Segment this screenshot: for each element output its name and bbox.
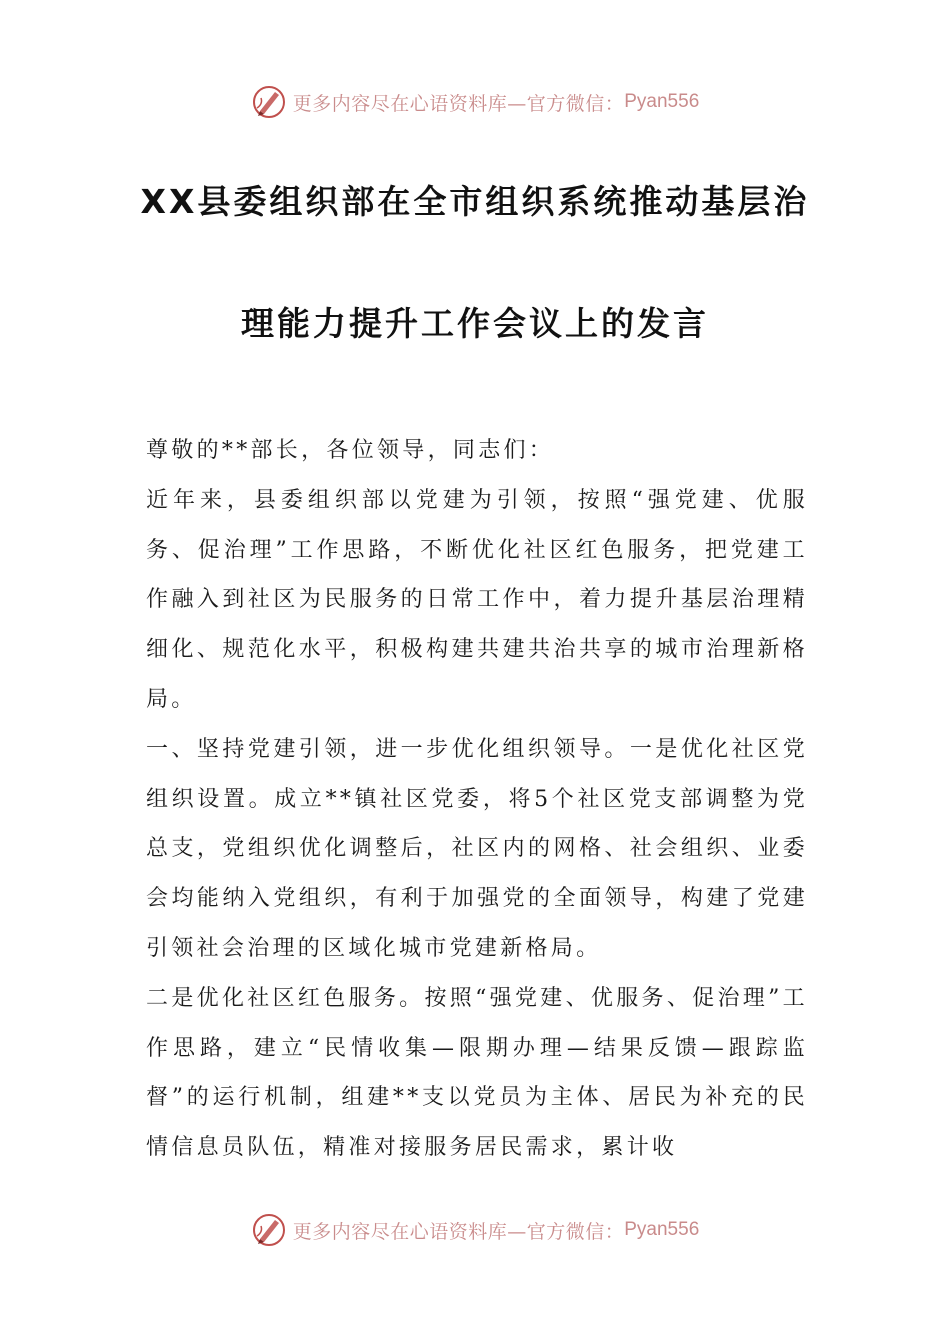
- paragraph-intro: 近年来，县委组织部以党建为引领，按照“强党建、优服务、促治理”工作思路，不断优化社区红色服务，把党建工作融入到社区为民服务的日常工作中，着力提升基层治理精细化、规范化水平，积极构建共建共治共享的城市治理新格局。: [146, 487, 808, 712]
- watermark-wechat-id: Pyan556: [624, 1219, 700, 1240]
- watermark-text: 更多内容尽在心语资料库—官方微信：: [292, 92, 625, 115]
- watermark-wechat-id: Pyan556: [624, 91, 700, 112]
- watermark-footer: [0, 1210, 950, 1250]
- paragraph-salutation: 尊敬的**部长，各位领导，同志们：: [146, 438, 555, 463]
- watermark-text: 更多内容尽在心语资料库—官方微信：: [292, 1220, 625, 1243]
- watermark-header: [0, 82, 950, 122]
- paragraph-section-two: 二是优化社区红色服务。按照“强党建、优服务、促治理”工作思路，建立“民情收集—限期办理—结果反馈—跟踪监督”的运行机制，组建**支以党员为主体、居民为补充的民情信息员队伍，精准对接服务居民需求，累计收: [146, 985, 808, 1161]
- document-body: [146, 426, 808, 1173]
- document-title-line-1: XX县委组织部在全市组织系统推动基层治: [140, 182, 810, 221]
- pen-logo-icon: [251, 1212, 287, 1248]
- pen-logo-icon: [251, 84, 287, 120]
- paragraph-section-one: 一、坚持党建引领，进一步优化组织领导。一是优化社区党组织设置。成立**镇社区党委，将5个社区党支部调整为党总支，党组织优化调整后，社区内的网格、社会组织、业委会均能纳入党组织，有利于加强党的全面领导，构建了党建引领社会治理的区域化城市党建新格局。: [146, 736, 808, 961]
- document-title-line-2: 理能力提升工作会议上的发言: [241, 304, 709, 343]
